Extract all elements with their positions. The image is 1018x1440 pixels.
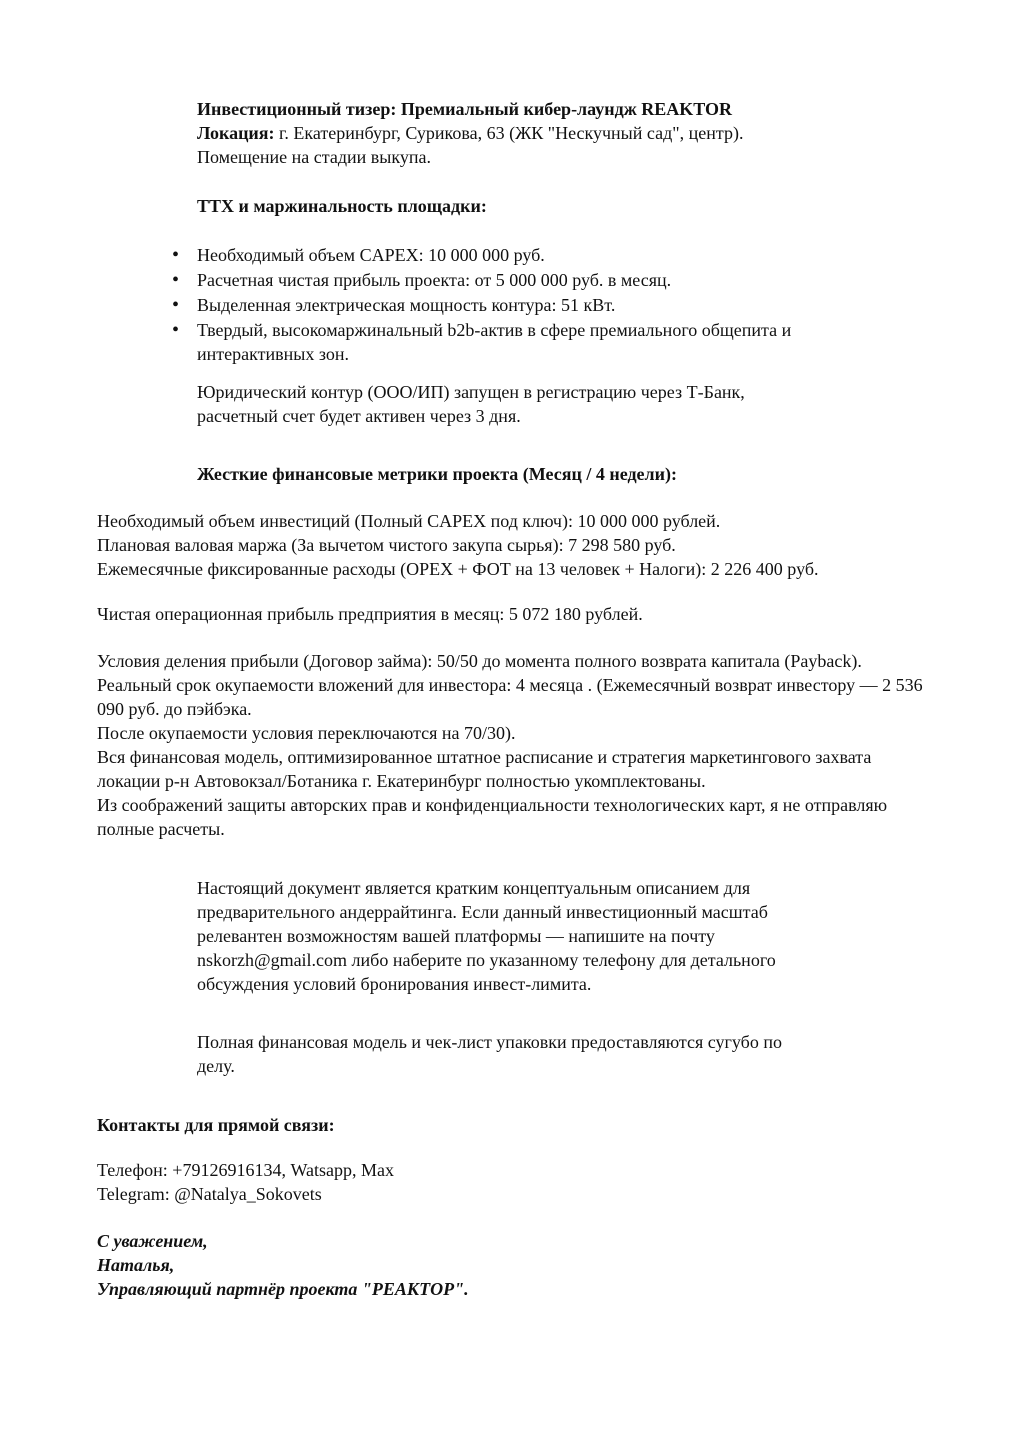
ttx-bullet-list (197, 243, 837, 367)
list-item: • Необходимый объем CAPEX: 10 000 000 руб. (197, 243, 837, 267)
terms-payback: Реальный срок окупаемости вложений для инвестора: 4 месяца . (Ежемесячный возврат инвестору — 2 536 090 руб. до пэйбэка. (97, 675, 923, 719)
document-title: Инвестиционный тизер: Премиальный кибер-лаундж REAKTOR (197, 99, 732, 119)
profit-terms (97, 649, 927, 841)
location-value: г. Екатеринбург, Сурикова, 63 (ЖК "Нескучный сад", центр). (274, 123, 744, 143)
contact-phone: Телефон: +79126916134, Watsapp, Max (97, 1160, 394, 1180)
contacts-block (97, 1158, 977, 1206)
premises-status: Помещение на стадии выкупа. (197, 147, 431, 167)
contact-telegram: Telegram: @Natalya_Sokovets (97, 1184, 322, 1204)
contacts-heading: Контакты для прямой связи: (97, 1115, 335, 1135)
metric-gross-margin: Плановая валовая маржа (За вычетом чистого закупа сырья): 7 298 580 руб. (97, 535, 676, 555)
metric-net-profit: Чистая операционная прибыль предприятия в месяц: 5 072 180 рублей. (97, 604, 643, 624)
signature-block (97, 1229, 977, 1301)
metrics-lines (97, 509, 977, 581)
terms-confidentiality: Из соображений защиты авторских прав и конфиденциальности технологических карт, я не отправляю полные расчеты. (97, 795, 888, 839)
signature-role: Управляющий партнёр проекта "РЕАКТОР". (97, 1279, 469, 1299)
location-label: Локация: (197, 123, 275, 143)
location-line (197, 121, 897, 145)
terms-profit-split: Условия деления прибыли (Договор займа): 50/50 до момента полного возврата капитала (Payback). (97, 651, 862, 671)
notice-paragraph: Настоящий документ является кратким концептуальным описанием для предварительного андеррайтинга. Если данный инвестиционный масштаб релевантен возможностям вашей платформы — напишите на почту nskorzh@gmail.com либо наберите по указанному телефону для детального обсуждения условий бронирования инвест-лимита. (197, 878, 776, 994)
list-item: • Выделенная электрическая мощность контура: 51 кВт. (197, 293, 837, 317)
metric-capex: Необходимый объем инвестиций (Полный CAPEX под ключ): 10 000 000 рублей. (97, 511, 721, 531)
metrics-heading: Жесткие финансовые метрики проекта (Месяц / 4 недели): (197, 464, 677, 484)
legal-note: Юридический контур (ООО/ИП) запущен в регистрацию через Т-Банк, расчетный счет будет активен через 3 дня. (197, 382, 745, 426)
terms-model-ready: Вся финансовая модель, оптимизированное штатное расписание и стратегия маркетингового захвата локации р-н Автовокзал/Ботаника г. Екатеринбург полностью укомплектованы. (97, 747, 872, 791)
header-block (197, 97, 897, 169)
list-item: • Твердый, высокомаржинальный b2b-актив в сфере премиального общепита и интерактивных зон. (197, 318, 837, 366)
terms-after-payback: После окупаемости условия переключаются на 70/30). (97, 723, 516, 743)
ttx-heading: ТТХ и маржинальность площадки: (197, 196, 487, 216)
model-availability-note: Полная финансовая модель и чек-лист упаковки предоставляются сугубо по делу. (197, 1032, 782, 1076)
signature-greeting: С уважением, (97, 1231, 208, 1251)
list-item: • Расчетная чистая прибыль проекта: от 5 000 000 руб. в месяц. (197, 268, 837, 292)
signature-name: Наталья, (97, 1255, 175, 1275)
metric-fixed-costs: Ежемесячные фиксированные расходы (OPEX + ФОТ на 13 человек + Налоги): 2 226 400 руб. (97, 559, 819, 579)
